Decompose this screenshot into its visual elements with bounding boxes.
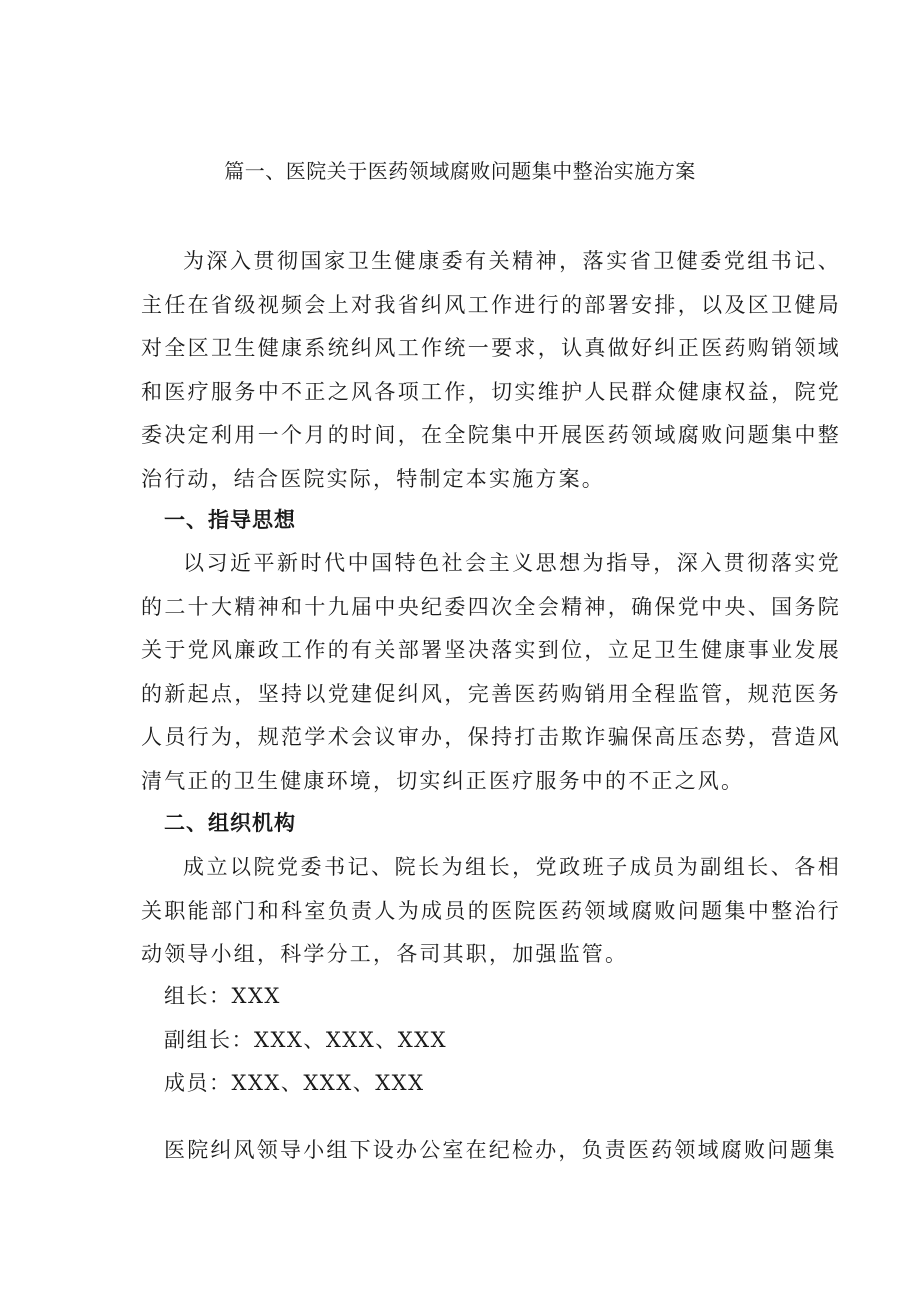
- group-leader-line: 组长：XXX: [164, 984, 281, 1008]
- guiding-ideology-paragraph: 以习近平新时代中国特色社会主义思想为指导，深入贯彻落实党的二十大精神和十九届中央纪委四次全会精神，确保党中央、国务院关于党风廉政工作的有关部署坚决落实到位，立足卫生健康事业发展的新起点，坚持以党建促纠风，完善医药购销用全程监管，规范医务人员行为，规范学术会议审办，保持打击欺诈骗保高压态势，营造风清气正的卫生健康环境，切实纠正医疗服务中的不正之风。: [141, 551, 841, 793]
- organization-paragraph: 成立以院党委书记、院长为组长，党政班子成员为副组长、各相关职能部门和科室负责人为成员的医院医药领域腐败问题集中整治行动领导小组，科学分工，各司其职，加强监管。: [141, 855, 841, 966]
- office-paragraph: 医院纠风领导小组下设办公室在纪检办，负责医药领域腐败问题集: [164, 1138, 837, 1162]
- members-line: 成员：XXX、XXX、XXX: [164, 1071, 425, 1095]
- document-title: 篇一、医院关于医药领域腐败问题集中整治实施方案: [224, 159, 696, 183]
- intro-paragraph: 为深入贯彻国家卫生健康委有关精神，落实省卫健委党组书记、主任在省级视频会上对我省纠风工作进行的部署安排，以及区卫健局对全区卫生健康系统纠风工作统一要求，认真做好纠正医药购销领域和医疗服务中不正之风各项工作，切实维护人民群众健康权益，院党委决定利用一个月的时间，在全院集中开展医药领域腐败问题集中整治行动，结合医院实际，特制定本实施方案。: [141, 249, 841, 491]
- section-heading-guiding-ideology: 一、指导思想: [164, 508, 296, 532]
- section-heading-organization: 二、组织机构: [164, 811, 296, 835]
- deputy-leader-line: 副组长：XXX、XXX、XXX: [164, 1028, 448, 1052]
